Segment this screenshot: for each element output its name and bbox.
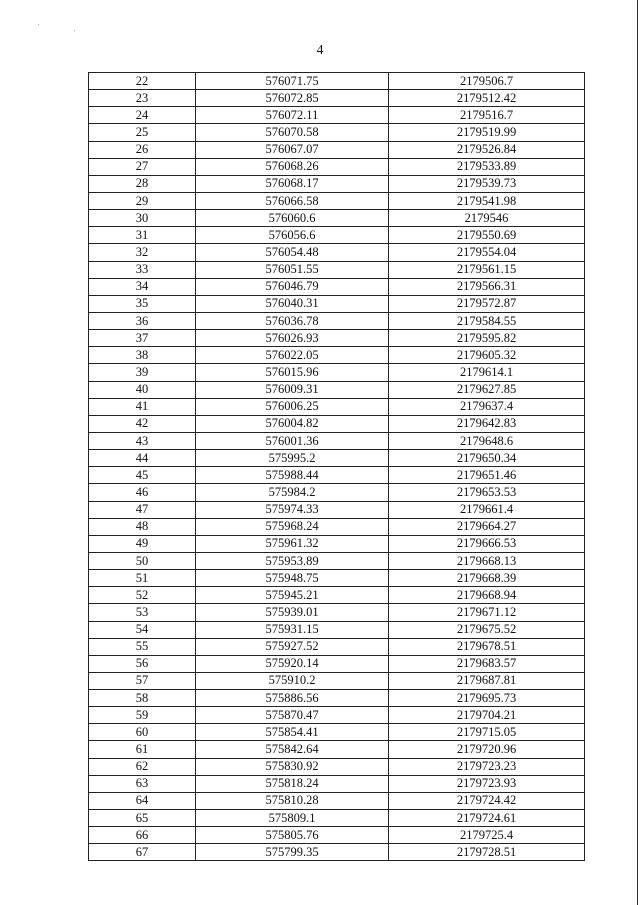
- y-coordinate-cell: 2179627.85: [389, 381, 585, 398]
- y-coordinate-cell: 2179683.57: [389, 655, 585, 672]
- table-row: [89, 278, 585, 295]
- x-coordinate-cell: 576036.78: [196, 312, 389, 329]
- x-coordinate-cell: 575886.56: [196, 690, 389, 707]
- point-number-cell: 48: [89, 518, 196, 535]
- y-coordinate-cell: 2179666.53: [389, 535, 585, 552]
- page-number: 4: [316, 43, 324, 58]
- x-coordinate-cell: 575931.15: [196, 621, 389, 638]
- y-coordinate-cell: 2179519.99: [389, 124, 585, 141]
- table-row: [89, 244, 585, 261]
- table-row: [89, 175, 585, 192]
- x-coordinate-cell: 575809.1: [196, 810, 389, 827]
- y-coordinate-cell: 2179546: [389, 210, 585, 227]
- point-number-cell: 37: [89, 330, 196, 347]
- point-number-cell: 66: [89, 827, 196, 844]
- y-coordinate-cell: 2179650.34: [389, 450, 585, 467]
- y-coordinate-cell: 2179561.15: [389, 261, 585, 278]
- table-row: [89, 347, 585, 364]
- coordinates-table: [88, 72, 585, 861]
- y-coordinate-cell: 2179725.4: [389, 827, 585, 844]
- point-number-cell: 45: [89, 467, 196, 484]
- point-number-cell: 35: [89, 295, 196, 312]
- point-number-cell: 62: [89, 758, 196, 775]
- x-coordinate-cell: 576068.17: [196, 175, 389, 192]
- y-coordinate-cell: 2179675.52: [389, 621, 585, 638]
- y-coordinate-cell: 2179595.82: [389, 330, 585, 347]
- table-row: [89, 570, 585, 587]
- point-number-cell: 25: [89, 124, 196, 141]
- table-row: [89, 295, 585, 312]
- y-coordinate-cell: 2179723.93: [389, 775, 585, 792]
- point-number-cell: 43: [89, 432, 196, 449]
- x-coordinate-cell: 576026.93: [196, 330, 389, 347]
- table-row: [89, 398, 585, 415]
- point-number-cell: 22: [89, 73, 196, 90]
- coordinates-table-body: [89, 73, 585, 861]
- table-row: [89, 707, 585, 724]
- x-coordinate-cell: 575870.47: [196, 707, 389, 724]
- x-coordinate-cell: 575854.41: [196, 724, 389, 741]
- point-number-cell: 61: [89, 741, 196, 758]
- scan-speck: ': [38, 24, 40, 30]
- point-number-cell: 33: [89, 261, 196, 278]
- point-number-cell: 51: [89, 570, 196, 587]
- point-number-cell: 49: [89, 535, 196, 552]
- point-number-cell: 50: [89, 552, 196, 569]
- table-row: [89, 535, 585, 552]
- table-row: [89, 90, 585, 107]
- point-number-cell: 27: [89, 158, 196, 175]
- point-number-cell: 39: [89, 364, 196, 381]
- x-coordinate-cell: 575984.2: [196, 484, 389, 501]
- table-row: [89, 484, 585, 501]
- point-number-cell: 24: [89, 107, 196, 124]
- y-coordinate-cell: 2179715.05: [389, 724, 585, 741]
- table-row: [89, 73, 585, 90]
- y-coordinate-cell: 2179671.12: [389, 604, 585, 621]
- y-coordinate-cell: 2179668.13: [389, 552, 585, 569]
- table-row: [89, 158, 585, 175]
- y-coordinate-cell: 2179554.04: [389, 244, 585, 261]
- table-row: [89, 432, 585, 449]
- y-coordinate-cell: 2179637.4: [389, 398, 585, 415]
- y-coordinate-cell: 2179572.87: [389, 295, 585, 312]
- table-row: [89, 775, 585, 792]
- point-number-cell: 29: [89, 192, 196, 209]
- point-number-cell: 63: [89, 775, 196, 792]
- y-coordinate-cell: 2179724.42: [389, 792, 585, 809]
- table-row: [89, 690, 585, 707]
- point-number-cell: 44: [89, 450, 196, 467]
- x-coordinate-cell: 576071.75: [196, 73, 389, 90]
- table-row: [89, 638, 585, 655]
- table-row: [89, 450, 585, 467]
- x-coordinate-cell: 575810.28: [196, 792, 389, 809]
- x-coordinate-cell: 575953.89: [196, 552, 389, 569]
- y-coordinate-cell: 2179566.31: [389, 278, 585, 295]
- y-coordinate-cell: 2179661.4: [389, 501, 585, 518]
- table-row: [89, 827, 585, 844]
- y-coordinate-cell: 2179605.32: [389, 347, 585, 364]
- y-coordinate-cell: 2179533.89: [389, 158, 585, 175]
- x-coordinate-cell: 576060.6: [196, 210, 389, 227]
- x-coordinate-cell: 576051.55: [196, 261, 389, 278]
- x-coordinate-cell: 575974.33: [196, 501, 389, 518]
- table-row: [89, 124, 585, 141]
- point-number-cell: 34: [89, 278, 196, 295]
- table-row: [89, 107, 585, 124]
- y-coordinate-cell: 2179695.73: [389, 690, 585, 707]
- point-number-cell: 30: [89, 210, 196, 227]
- y-coordinate-cell: 2179668.39: [389, 570, 585, 587]
- point-number-cell: 56: [89, 655, 196, 672]
- x-coordinate-cell: 576022.05: [196, 347, 389, 364]
- point-number-cell: 60: [89, 724, 196, 741]
- y-coordinate-cell: 2179724.61: [389, 810, 585, 827]
- point-number-cell: 64: [89, 792, 196, 809]
- y-coordinate-cell: 2179539.73: [389, 175, 585, 192]
- table-row: [89, 655, 585, 672]
- y-coordinate-cell: 2179541.98: [389, 192, 585, 209]
- point-number-cell: 38: [89, 347, 196, 364]
- y-coordinate-cell: 2179678.51: [389, 638, 585, 655]
- x-coordinate-cell: 576006.25: [196, 398, 389, 415]
- table-row: [89, 261, 585, 278]
- table-row: [89, 604, 585, 621]
- point-number-cell: 36: [89, 312, 196, 329]
- table-row: [89, 587, 585, 604]
- point-number-cell: 32: [89, 244, 196, 261]
- x-coordinate-cell: 576066.58: [196, 192, 389, 209]
- x-coordinate-cell: 575948.75: [196, 570, 389, 587]
- point-number-cell: 65: [89, 810, 196, 827]
- table-row: [89, 227, 585, 244]
- x-coordinate-cell: 575910.2: [196, 672, 389, 689]
- point-number-cell: 55: [89, 638, 196, 655]
- x-coordinate-cell: 576009.31: [196, 381, 389, 398]
- x-coordinate-cell: 575920.14: [196, 655, 389, 672]
- x-coordinate-cell: 576072.85: [196, 90, 389, 107]
- point-number-cell: 52: [89, 587, 196, 604]
- x-coordinate-cell: 575968.24: [196, 518, 389, 535]
- y-coordinate-cell: 2179687.81: [389, 672, 585, 689]
- point-number-cell: 26: [89, 141, 196, 158]
- x-coordinate-cell: 576015.96: [196, 364, 389, 381]
- y-coordinate-cell: 2179614.1: [389, 364, 585, 381]
- y-coordinate-cell: 2179720.96: [389, 741, 585, 758]
- x-coordinate-cell: 576056.6: [196, 227, 389, 244]
- x-coordinate-cell: 576067.07: [196, 141, 389, 158]
- point-number-cell: 40: [89, 381, 196, 398]
- y-coordinate-cell: 2179653.53: [389, 484, 585, 501]
- point-number-cell: 31: [89, 227, 196, 244]
- scan-speck: ': [74, 30, 76, 36]
- x-coordinate-cell: 576040.31: [196, 295, 389, 312]
- point-number-cell: 46: [89, 484, 196, 501]
- y-coordinate-cell: 2179550.69: [389, 227, 585, 244]
- table-row: [89, 415, 585, 432]
- point-number-cell: 53: [89, 604, 196, 621]
- y-coordinate-cell: 2179728.51: [389, 844, 585, 861]
- table-row: [89, 552, 585, 569]
- x-coordinate-cell: 576070.58: [196, 124, 389, 141]
- point-number-cell: 42: [89, 415, 196, 432]
- table-row: [89, 758, 585, 775]
- y-coordinate-cell: 2179664.27: [389, 518, 585, 535]
- y-coordinate-cell: 2179516.7: [389, 107, 585, 124]
- y-coordinate-cell: 2179512.42: [389, 90, 585, 107]
- table-row: [89, 364, 585, 381]
- x-coordinate-cell: 576068.26: [196, 158, 389, 175]
- table-row: [89, 381, 585, 398]
- x-coordinate-cell: 575842.64: [196, 741, 389, 758]
- table-row: [89, 501, 585, 518]
- point-number-cell: 47: [89, 501, 196, 518]
- table-row: [89, 312, 585, 329]
- x-coordinate-cell: 575939.01: [196, 604, 389, 621]
- point-number-cell: 67: [89, 844, 196, 861]
- point-number-cell: 54: [89, 621, 196, 638]
- y-coordinate-cell: 2179648.6: [389, 432, 585, 449]
- y-coordinate-cell: 2179642.83: [389, 415, 585, 432]
- point-number-cell: 57: [89, 672, 196, 689]
- point-number-cell: 59: [89, 707, 196, 724]
- table-row: [89, 192, 585, 209]
- y-coordinate-cell: 2179526.84: [389, 141, 585, 158]
- table-row: [89, 621, 585, 638]
- x-coordinate-cell: 575945.21: [196, 587, 389, 604]
- page-edge-line: [637, 0, 638, 905]
- y-coordinate-cell: 2179584.55: [389, 312, 585, 329]
- x-coordinate-cell: 576004.82: [196, 415, 389, 432]
- y-coordinate-cell: 2179651.46: [389, 467, 585, 484]
- x-coordinate-cell: 575830.92: [196, 758, 389, 775]
- table-row: [89, 330, 585, 347]
- x-coordinate-cell: 575927.52: [196, 638, 389, 655]
- point-number-cell: 28: [89, 175, 196, 192]
- x-coordinate-cell: 575961.32: [196, 535, 389, 552]
- x-coordinate-cell: 575818.24: [196, 775, 389, 792]
- table-row: [89, 844, 585, 861]
- table-row: [89, 467, 585, 484]
- table-row: [89, 810, 585, 827]
- y-coordinate-cell: 2179723.23: [389, 758, 585, 775]
- x-coordinate-cell: 575988.44: [196, 467, 389, 484]
- x-coordinate-cell: 575799.35: [196, 844, 389, 861]
- table-row: [89, 724, 585, 741]
- x-coordinate-cell: 576072.11: [196, 107, 389, 124]
- x-coordinate-cell: 575995.2: [196, 450, 389, 467]
- table-row: [89, 518, 585, 535]
- x-coordinate-cell: 576046.79: [196, 278, 389, 295]
- point-number-cell: 23: [89, 90, 196, 107]
- x-coordinate-cell: 576054.48: [196, 244, 389, 261]
- table-row: [89, 672, 585, 689]
- point-number-cell: 58: [89, 690, 196, 707]
- x-coordinate-cell: 576001.36: [196, 432, 389, 449]
- y-coordinate-cell: 2179668.94: [389, 587, 585, 604]
- y-coordinate-cell: 2179506.7: [389, 73, 585, 90]
- table-row: [89, 792, 585, 809]
- table-row: [89, 741, 585, 758]
- table-row: [89, 141, 585, 158]
- point-number-cell: 41: [89, 398, 196, 415]
- y-coordinate-cell: 2179704.21: [389, 707, 585, 724]
- x-coordinate-cell: 575805.76: [196, 827, 389, 844]
- table-row: [89, 210, 585, 227]
